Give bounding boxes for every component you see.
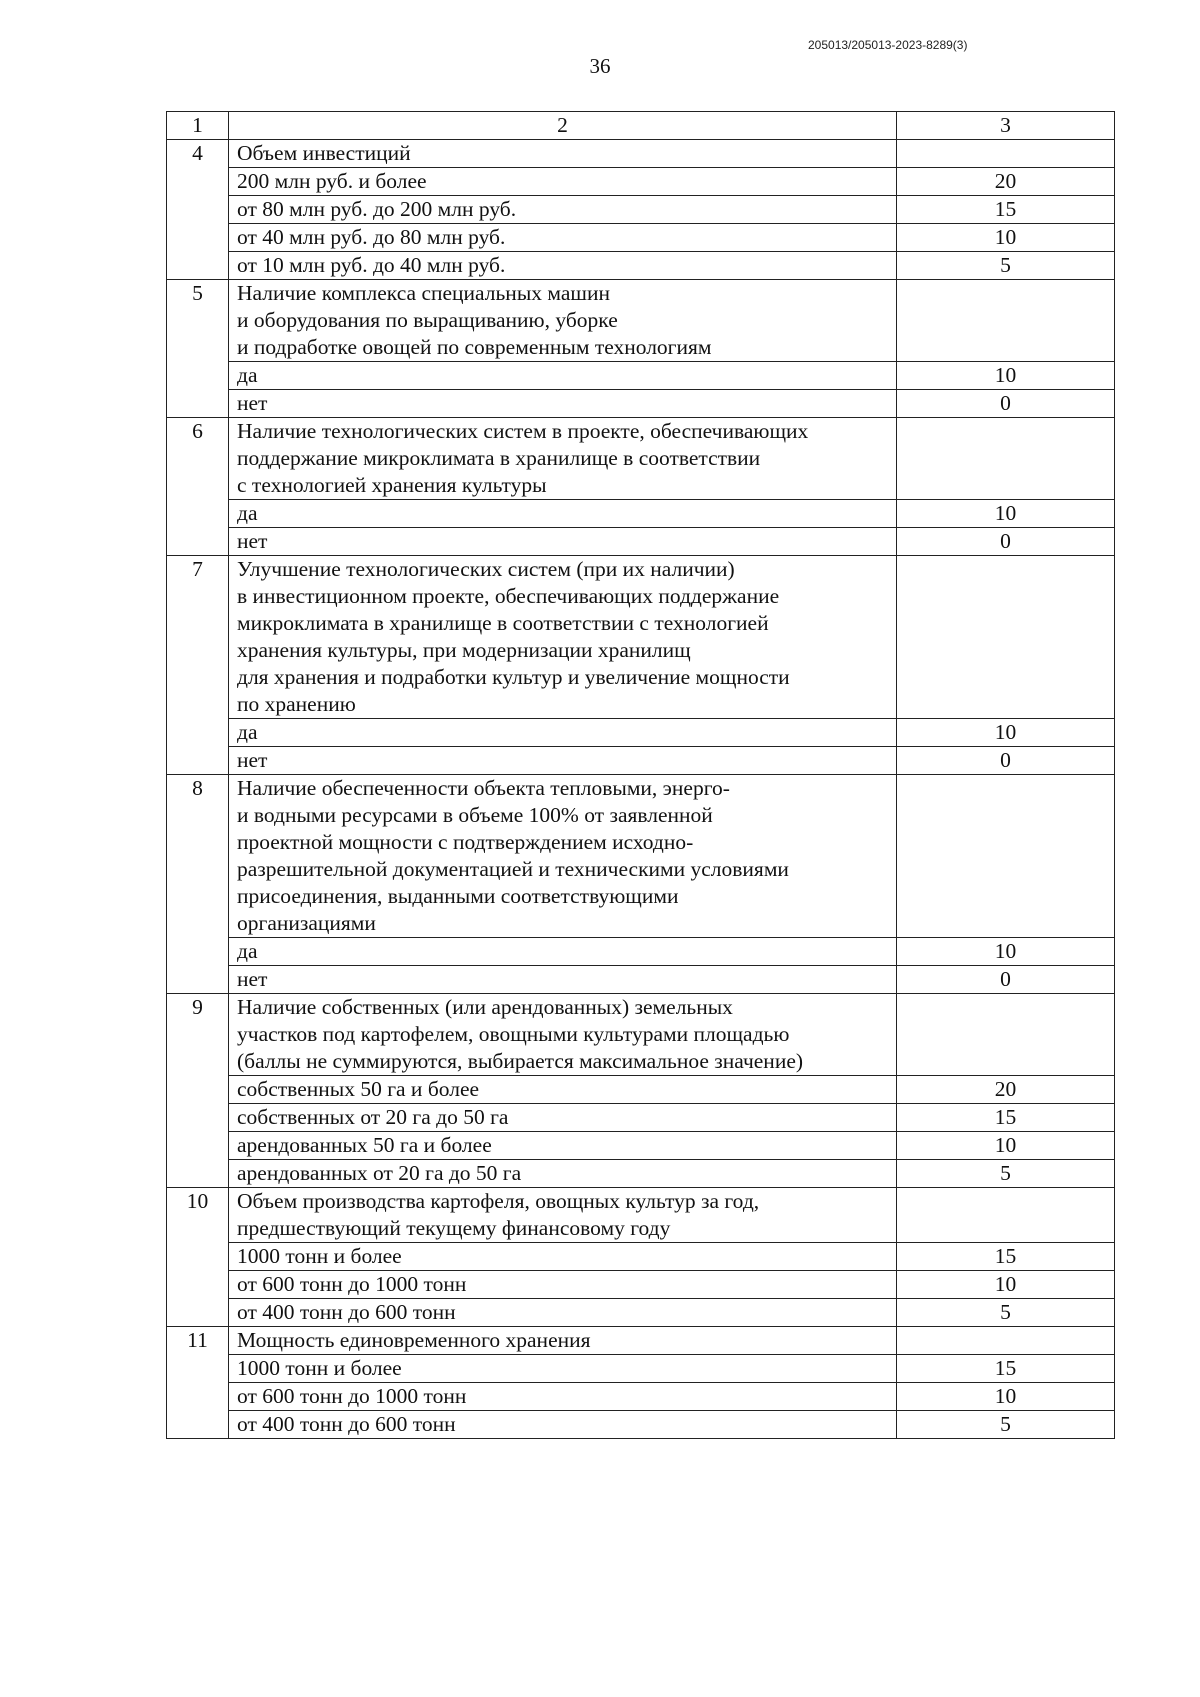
- criterion-title-line: разрешительной документацией и техническими условиями: [237, 857, 789, 881]
- option-label: арендованных от 20 га до 50 га: [229, 1160, 897, 1188]
- criterion-title-line: поддержание микроклимата в хранилище в соответствии: [237, 446, 761, 470]
- table-row: [167, 556, 1115, 719]
- option-score: 5: [897, 252, 1115, 280]
- criterion-title: [229, 994, 897, 1076]
- criterion-title-line: проектной мощности с подтверждением исходно-: [237, 830, 694, 854]
- criterion-title-line: для хранения и подработки культур и увеличение мощности: [237, 665, 790, 689]
- criterion-title-line: в инвестиционном проекте, обеспечивающих поддержание: [237, 584, 780, 608]
- criterion-title-line: участков под картофелем, овощными культурами площадью: [237, 1022, 790, 1046]
- option-label: от 400 тонн до 600 тонн: [229, 1411, 897, 1439]
- criterion-title-line: Наличие комплекса специальных машин: [237, 281, 610, 305]
- option-label: нет: [229, 747, 897, 775]
- option-label: 1000 тонн и более: [229, 1243, 897, 1271]
- criterion-number: 6: [167, 418, 229, 556]
- option-score: 10: [897, 1271, 1115, 1299]
- criterion-number: 8: [167, 775, 229, 994]
- criterion-score-empty: [897, 280, 1115, 362]
- option-score: 10: [897, 719, 1115, 747]
- option-label: нет: [229, 966, 897, 994]
- criterion-title-line: Мощность единовременного хранения: [237, 1328, 591, 1352]
- option-score: 15: [897, 1355, 1115, 1383]
- criterion-title-line: Наличие собственных (или арендованных) земельных: [237, 995, 733, 1019]
- criterion-number: 5: [167, 280, 229, 418]
- option-row: [167, 1299, 1115, 1327]
- option-score: 5: [897, 1160, 1115, 1188]
- option-score: 10: [897, 362, 1115, 390]
- criterion-title: [229, 775, 897, 938]
- option-label: от 80 млн руб. до 200 млн руб.: [229, 196, 897, 224]
- criterion-title: [229, 280, 897, 362]
- option-row: [167, 1076, 1115, 1104]
- criterion-title-line: по хранению: [237, 692, 356, 716]
- table-row: [167, 1188, 1115, 1243]
- option-row: [167, 719, 1115, 747]
- option-label: да: [229, 719, 897, 747]
- criterion-score-empty: [897, 1327, 1115, 1355]
- option-score: 10: [897, 224, 1115, 252]
- column-header-score: 3: [897, 112, 1115, 140]
- option-score: 15: [897, 1104, 1115, 1132]
- option-row: [167, 1411, 1115, 1439]
- option-row: [167, 224, 1115, 252]
- option-score: 10: [897, 938, 1115, 966]
- option-label: собственных от 20 га до 50 га: [229, 1104, 897, 1132]
- criteria-table-body: [167, 112, 1115, 1439]
- option-label: от 600 тонн до 1000 тонн: [229, 1271, 897, 1299]
- option-row: [167, 168, 1115, 196]
- option-score: 10: [897, 1132, 1115, 1160]
- option-score: 15: [897, 196, 1115, 224]
- option-label: от 40 млн руб. до 80 млн руб.: [229, 224, 897, 252]
- criterion-title: [229, 556, 897, 719]
- table-row: [167, 775, 1115, 938]
- option-row: [167, 528, 1115, 556]
- table-row: [167, 280, 1115, 362]
- option-score: 20: [897, 168, 1115, 196]
- option-label: нет: [229, 390, 897, 418]
- criterion-title-line: Наличие технологических систем в проекте, обеспечивающих: [237, 419, 809, 443]
- option-score: 0: [897, 966, 1115, 994]
- option-score: 20: [897, 1076, 1115, 1104]
- option-score: 0: [897, 528, 1115, 556]
- criterion-number: 4: [167, 140, 229, 280]
- option-label: да: [229, 500, 897, 528]
- option-label: 200 млн руб. и более: [229, 168, 897, 196]
- criterion-title-line: организациями: [237, 911, 376, 935]
- criterion-title-line: Улучшение технологических систем (при их наличии): [237, 557, 735, 581]
- option-row: [167, 390, 1115, 418]
- option-score: 0: [897, 747, 1115, 775]
- criterion-title-line: микроклимата в хранилище в соответствии с технологией: [237, 611, 769, 635]
- criterion-title-line: и оборудования по выращиванию, уборке: [237, 308, 618, 332]
- option-row: [167, 747, 1115, 775]
- option-row: [167, 1160, 1115, 1188]
- option-label: от 400 тонн до 600 тонн: [229, 1299, 897, 1327]
- option-row: [167, 1355, 1115, 1383]
- option-score: 0: [897, 390, 1115, 418]
- option-label: собственных 50 га и более: [229, 1076, 897, 1104]
- option-row: [167, 1271, 1115, 1299]
- option-label: нет: [229, 528, 897, 556]
- criterion-title: [229, 1327, 897, 1355]
- document-id: 205013/205013-2023-8289(3): [808, 38, 968, 52]
- option-row: [167, 1243, 1115, 1271]
- option-label: 1000 тонн и более: [229, 1355, 897, 1383]
- column-header-criterion: 2: [229, 112, 897, 140]
- column-header-number: 1: [167, 112, 229, 140]
- option-label: от 600 тонн до 1000 тонн: [229, 1383, 897, 1411]
- criterion-title-line: и подработке овощей по современным технологиям: [237, 335, 712, 359]
- option-label: арендованных 50 га и более: [229, 1132, 897, 1160]
- criterion-score-empty: [897, 556, 1115, 719]
- criterion-score-empty: [897, 994, 1115, 1076]
- option-score: 10: [897, 500, 1115, 528]
- option-row: [167, 1132, 1115, 1160]
- criterion-title-line: предшествующий текущему финансовому году: [237, 1216, 671, 1240]
- criterion-title-line: Объем производства картофеля, овощных культур за год,: [237, 1189, 760, 1213]
- option-row: [167, 196, 1115, 224]
- criterion-title-line: Объем инвестиций: [237, 141, 411, 165]
- page-number: 36: [589, 54, 611, 78]
- criterion-title-line: и водными ресурсами в объеме 100% от заявленной: [237, 803, 713, 827]
- criterion-number: 10: [167, 1188, 229, 1327]
- table-header-row: [167, 112, 1115, 140]
- option-score: 5: [897, 1411, 1115, 1439]
- option-label: да: [229, 938, 897, 966]
- table-row: [167, 140, 1115, 168]
- option-row: [167, 500, 1115, 528]
- option-row: [167, 1104, 1115, 1132]
- criterion-title-line: с технологией хранения культуры: [237, 473, 547, 497]
- criterion-title-line: (баллы не суммируются, выбирается максимальное значение): [237, 1049, 804, 1073]
- criterion-score-empty: [897, 775, 1115, 938]
- criterion-title: [229, 418, 897, 500]
- criterion-number: 9: [167, 994, 229, 1188]
- option-row: [167, 966, 1115, 994]
- option-label: от 10 млн руб. до 40 млн руб.: [229, 252, 897, 280]
- table-row: [167, 1327, 1115, 1355]
- table-row: [167, 418, 1115, 500]
- criterion-number: 7: [167, 556, 229, 775]
- criterion-title-line: присоединения, выданными соответствующими: [237, 884, 679, 908]
- option-row: [167, 252, 1115, 280]
- criterion-score-empty: [897, 418, 1115, 500]
- option-score: 15: [897, 1243, 1115, 1271]
- option-score: 5: [897, 1299, 1115, 1327]
- option-label: да: [229, 362, 897, 390]
- criterion-score-empty: [897, 1188, 1115, 1243]
- criterion-score-empty: [897, 140, 1115, 168]
- criterion-title: [229, 140, 897, 168]
- option-row: [167, 1383, 1115, 1411]
- criterion-number: 11: [167, 1327, 229, 1439]
- option-row: [167, 938, 1115, 966]
- criterion-title: [229, 1188, 897, 1243]
- option-row: [167, 362, 1115, 390]
- criterion-title-line: Наличие обеспеченности объекта тепловыми, энерго-: [237, 776, 730, 800]
- criteria-table: [166, 111, 1115, 1439]
- table-row: [167, 994, 1115, 1076]
- criterion-title-line: хранения культуры, при модернизации хранилищ: [237, 638, 691, 662]
- option-score: 10: [897, 1383, 1115, 1411]
